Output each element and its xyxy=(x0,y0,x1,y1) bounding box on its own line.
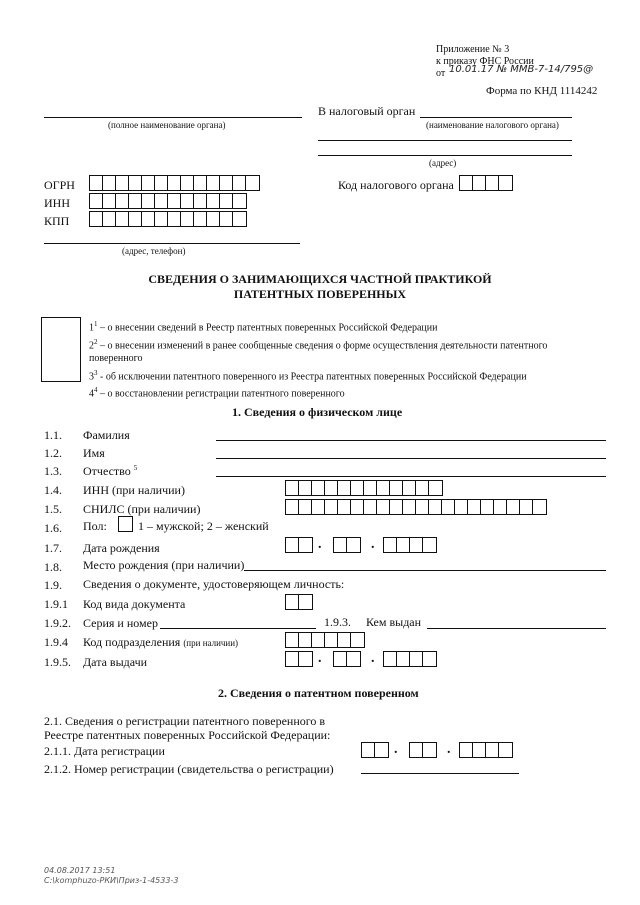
series-number-input-line[interactable] xyxy=(160,628,316,629)
issue-day-cells[interactable] xyxy=(285,651,313,667)
tax-code-label: Код налогового органа xyxy=(338,178,454,192)
field-1-3-num: 1.3. xyxy=(44,464,62,478)
field-1-5-num: 1.5. xyxy=(44,502,62,516)
handwritten-order-number: 10.01.17 № ММВ-7-14/795@ xyxy=(449,64,594,75)
address-phone-line xyxy=(44,243,300,244)
option-selection-box[interactable] xyxy=(41,317,81,382)
option-2: $2^2$ – о внесении изменений в ранее сообщенные сведения о форме осуществления деятельности патентного поверенного xyxy=(89,338,548,364)
field-1-9-3-num: 1.9.3. xyxy=(324,615,351,629)
sex-hint: 1 – мужской; 2 – женский xyxy=(138,519,269,533)
field-1-9-1-num: 1.9.1 xyxy=(44,597,68,611)
section-1-title: 1. Сведения о физическом лице xyxy=(232,405,403,419)
date-separator: . xyxy=(371,537,375,552)
field-1-9-num: 1.9. xyxy=(44,578,62,592)
registration-day-cells[interactable] xyxy=(361,742,389,758)
birth-date-label: Дата рождения xyxy=(83,541,160,555)
appendix-line-1: Приложение № 3 xyxy=(436,44,510,55)
registration-info-line-2: Реестре патентных поверенных Российской Федерации: xyxy=(44,728,331,742)
tax-address-caption: (адрес) xyxy=(429,158,457,168)
inn-cells[interactable] xyxy=(89,193,247,209)
field-1-2-num: 1.2. xyxy=(44,446,62,460)
patronymic-input-line[interactable] xyxy=(216,476,606,477)
field-1-7-num: 1.7. xyxy=(44,541,62,555)
issue-month-cells[interactable] xyxy=(333,651,361,667)
registration-number-label: 2.1.2. Номер регистрации (свидетельства о регистрации) xyxy=(44,762,334,776)
field-1-4-num: 1.4. xyxy=(44,483,62,497)
option-list xyxy=(89,318,569,400)
org-name-caption: (полное наименование органа) xyxy=(108,120,226,130)
birth-place-input-line[interactable] xyxy=(244,570,606,571)
section-2-title: 2. Сведения о патентном поверенном xyxy=(218,686,419,700)
tax-address-line xyxy=(318,155,572,156)
org-name-line xyxy=(44,117,302,118)
inn-individual-cells[interactable] xyxy=(285,480,443,496)
birth-day-cells[interactable] xyxy=(285,537,313,553)
field-1-9-4-num: 1.9.4 xyxy=(44,635,68,649)
tax-code-cells[interactable] xyxy=(459,175,513,191)
form-title: СВЕДЕНИЯ О ЗАНИМАЮЩИХСЯ ЧАСТНОЙ ПРАКТИКОЙ ПАТЕНТНЫХ ПОВЕРЕННЫХ xyxy=(148,272,492,301)
kpp-label: КПП xyxy=(44,214,70,228)
option-3: $3^3$ - об исключении патентного поверенного из Реестра патентных поверенных Российской Федерации xyxy=(89,368,527,382)
ogrn-cells[interactable] xyxy=(89,175,260,191)
date-separator: . xyxy=(318,651,322,666)
field-1-6-num: 1.6. xyxy=(44,521,62,535)
tax-authority-caption: (наименование налогового органа) xyxy=(426,120,559,130)
first-name-input-line[interactable] xyxy=(216,458,606,459)
registration-date-label: 2.1.1. Дата регистрации xyxy=(44,744,165,758)
issued-by-label: Кем выдан xyxy=(366,615,422,629)
series-number-label: Серия и номер xyxy=(83,616,158,630)
first-name-label: Имя xyxy=(83,446,105,460)
issue-date-label: Дата выдачи xyxy=(83,655,148,669)
birth-place-label: Место рождения (при наличии) xyxy=(83,558,245,572)
field-1-9-5-num: 1.9.5. xyxy=(44,655,71,669)
snils-cells[interactable] xyxy=(285,499,547,515)
birth-year-cells[interactable] xyxy=(383,537,437,553)
field-1-9-2-num: 1.9.2. xyxy=(44,616,71,630)
snils-label: СНИЛС (при наличии) xyxy=(83,502,201,516)
birth-month-cells[interactable] xyxy=(333,537,361,553)
tax-authority-line-2 xyxy=(318,140,572,141)
department-code-cells[interactable] xyxy=(285,632,365,648)
date-separator: . xyxy=(447,742,451,757)
to-tax-authority-label: В налоговый орган xyxy=(318,104,416,118)
appendix-line-2: к приказу ФНС России xyxy=(436,56,534,67)
surname-input-line[interactable] xyxy=(216,440,606,441)
registration-year-cells[interactable] xyxy=(459,742,513,758)
registration-info-line-1: 2.1. Сведения о регистрации патентного поверенного в xyxy=(44,714,326,728)
ogrn-label: ОГРН xyxy=(44,178,75,192)
inn-label: ИНН xyxy=(44,196,70,210)
date-separator: . xyxy=(318,537,322,552)
inn-individual-label: ИНН (при наличии) xyxy=(83,483,185,497)
document-type-code-label: Код вида документа xyxy=(83,597,186,611)
registration-number-input-line[interactable] xyxy=(361,773,519,774)
option-1: $1^1$ – о внесении сведений в Реестр патентных поверенных Российской Федерации xyxy=(89,320,438,334)
field-1-8-num: 1.8. xyxy=(44,560,62,574)
appendix-line-3: от xyxy=(436,68,446,79)
sex-label: Пол: xyxy=(83,519,107,533)
issued-by-input-line[interactable] xyxy=(427,628,606,629)
address-phone-caption: (адрес, телефон) xyxy=(122,246,186,256)
identity-document-label: Сведения о документе, удостоверяющем личность: xyxy=(83,577,345,591)
field-1-1-num: 1.1. xyxy=(44,428,62,442)
option-4: $4^4$ – о восстановлении регистрации патентного поверенного xyxy=(89,385,345,400)
footer-file-path: C:\komphuzo-РКИ\Приз-1-4533-3 xyxy=(44,876,179,885)
date-separator: . xyxy=(394,742,398,757)
patronymic-label: Отчество $^5$ xyxy=(83,464,138,478)
sex-cell[interactable] xyxy=(118,516,133,532)
issue-year-cells[interactable] xyxy=(383,651,437,667)
footer-timestamp: 04.08.2017 13:51 xyxy=(44,866,116,875)
document-type-code-cells[interactable] xyxy=(285,594,313,610)
registration-month-cells[interactable] xyxy=(409,742,437,758)
department-code-label: Код подразделения (при наличии) xyxy=(83,635,239,649)
date-separator: . xyxy=(371,651,375,666)
tax-authority-line-1 xyxy=(420,117,572,118)
kpp-cells[interactable] xyxy=(89,211,247,227)
form-code: Форма по КНД 1114242 xyxy=(486,85,598,97)
surname-label: Фамилия xyxy=(83,428,130,442)
